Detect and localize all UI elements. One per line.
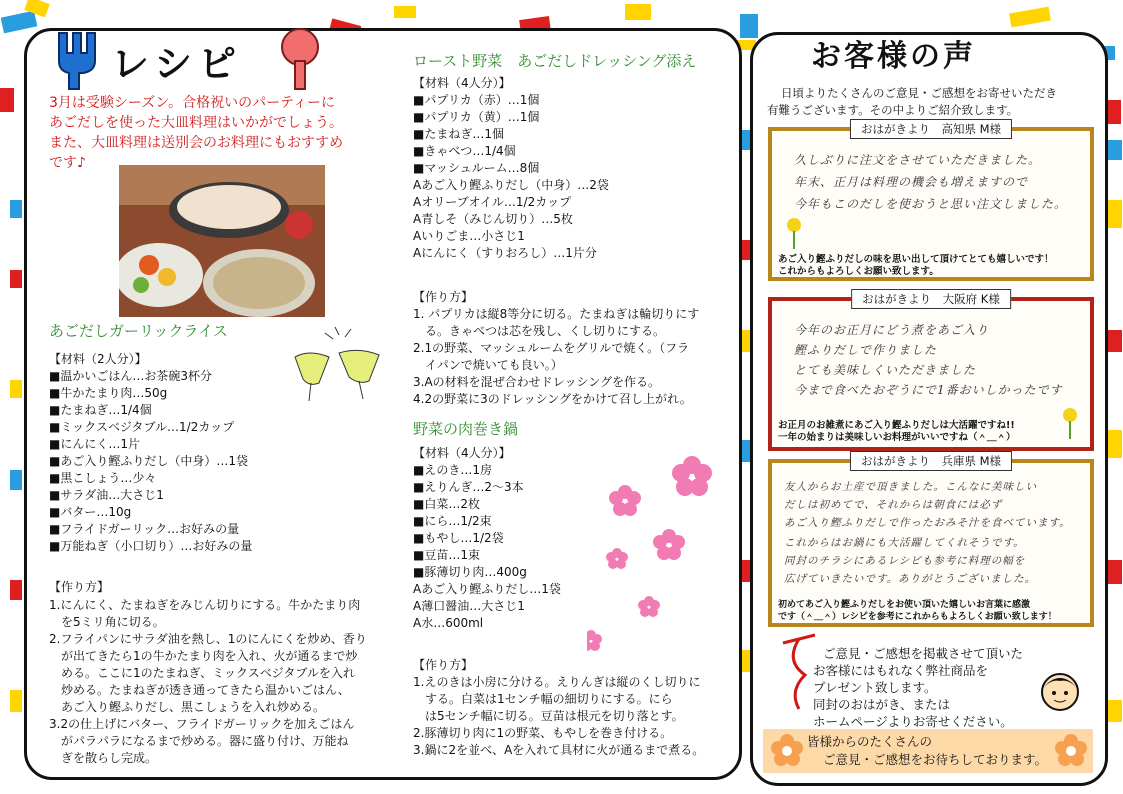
- garlic-rice-steps-title: 【作り方】: [49, 580, 110, 594]
- ingredient: ■黒こしょう…少々: [49, 471, 157, 485]
- present-line: プレゼント致します。: [813, 680, 937, 695]
- step: 3.Aの材料を混ぜ合わせドレッシングを作る。: [413, 375, 660, 389]
- step: 1. パプリカは縦8等分に切る。たまねぎは輪切りにす: [413, 307, 700, 321]
- step: 4.2の野菜に3のドレッシングをかけて召し上がれ。: [413, 392, 692, 406]
- closing-line: 皆様からのたくさんの: [807, 734, 933, 749]
- ingredient: ■パプリカ（黄）…1個: [413, 110, 540, 124]
- present-line: 同封のおはがき、または: [813, 697, 951, 712]
- ingredient: Aあご入り鰹ふりだし（中身）…2袋: [413, 178, 609, 192]
- ingredient: A水…600ml: [413, 616, 484, 630]
- fork-icon: [49, 27, 109, 93]
- handwritten-line: 今まで食べたおぞうにで1番おいしかったです: [794, 383, 1063, 397]
- garlic-rice-ingredients: [49, 368, 252, 555]
- ingredient: A薄口醤油…大さじ1: [413, 599, 525, 613]
- ingredient: Aにんにく（すりおろし）…1片分: [413, 246, 597, 260]
- intro-line: です♪: [49, 155, 86, 171]
- recipe-panel: [24, 28, 742, 780]
- ingredient: ■マッシュルーム…8個: [413, 161, 540, 175]
- ingredient: ■たまねぎ…1個: [413, 127, 504, 141]
- food-photo: [119, 165, 325, 317]
- step: 2.1の野菜、マッシュルームをグリルで焼く。（フラ: [413, 341, 690, 355]
- flower-icon: [1053, 733, 1089, 769]
- nabe-steps: [413, 674, 704, 759]
- postcard-title: おはがきより 大阪府 K様: [851, 289, 1011, 309]
- step: する。白菜は1センチ幅の細切りにする。にら: [413, 692, 673, 706]
- roast-veg-title: ロースト野菜 あごだしドレッシング添え: [413, 52, 697, 70]
- step: がパラパラになるまで炒める。器に盛り付け、万能ね: [49, 734, 349, 748]
- ingredient: ■きゃべつ…1/4個: [413, 144, 516, 158]
- voice-intro-line: 日頃よりたくさんのご意見・ご感想をお寄せいただき: [781, 86, 1057, 100]
- postcard-reply: これからもよろしくお願い致します。: [778, 266, 939, 277]
- handwritten-line: あご入り鰹ふりだしで作ったおみそ汁を食べています。: [784, 517, 1071, 529]
- ingredient: A青しそ（みじん切り）…5枚: [413, 212, 573, 226]
- postcard-reply: お正月のお雑煮にあご入り鰹ふりだしは大活躍ですね!!: [778, 420, 1015, 431]
- step: 1.にんにく、たまねぎをみじん切りにする。牛かたまり肉: [49, 598, 361, 612]
- ingredient: ■牛かたまり肉…50g: [49, 386, 168, 400]
- garlic-rice-title: あごだしガーリックライス: [49, 322, 228, 340]
- ingredient: ■もやし…1/2袋: [413, 531, 504, 545]
- postcard-reply: 一年の始まりは美味しいお料理がいいですね（＾＿＾）: [778, 432, 1016, 443]
- intro-text: [49, 93, 343, 173]
- handwritten-line: 同封のチラシにあるレシピも参考に料理の幅を: [784, 555, 1026, 567]
- postcard-title: おはがきより 兵庫県 M様: [850, 451, 1012, 471]
- customer-voice-panel: [750, 32, 1108, 786]
- recipe-logo: [49, 27, 329, 93]
- nabe-servings: 【材料（4人分）】: [413, 446, 511, 460]
- voice-intro: [767, 85, 1057, 119]
- voice-title: お客様の声: [811, 39, 976, 74]
- step: 3.2の仕上げにバター、フライドガーリックを加えごはん: [49, 717, 355, 731]
- step: る。きゃべつは芯を残し、くし切りにする。: [413, 324, 666, 338]
- present-text: [813, 645, 1023, 730]
- ingredient: ■えのき…1房: [413, 463, 492, 477]
- step: あご入り鰹ふりだし、黒こしょうを入れ炒める。: [49, 700, 326, 714]
- dandelion-icon: [782, 215, 812, 249]
- handwritten-line: 年末、正月は料理の機会も増えますので: [794, 175, 1029, 189]
- nabe-title: 野菜の肉巻き鍋: [413, 420, 519, 438]
- roast-veg-servings: 【材料（4人分）】: [413, 76, 511, 90]
- present-line: ご意見・ご感想を掲載させて頂いた: [823, 646, 1024, 661]
- roast-veg-steps: [413, 306, 699, 408]
- ingredient: ■豆苗…1束: [413, 548, 480, 562]
- step: は5センチ幅に切る。豆苗は根元を切り落とす。: [413, 709, 684, 723]
- ingredient: ■にら…1/2束: [413, 514, 492, 528]
- ingredient: Aオリーブオイル…1/2カップ: [413, 195, 572, 209]
- handwritten-line: 鰹ふりだしで作りました: [794, 343, 938, 357]
- ingredient: ■ミックスベジタブル…1/2カップ: [49, 420, 235, 434]
- present-line: ホームページよりお寄せください。: [813, 714, 1013, 729]
- closing-line: ご意見・ご感想をお待ちしております。: [823, 752, 1048, 767]
- step: 炒める。たまねぎが透き通ってきたら温かいごはん、: [49, 683, 350, 697]
- postcard-reply: あご入り鰹ふりだしの味を思い出して頂けてとても嬉しいです！: [778, 254, 1054, 265]
- intro-line: あごだしを使った大皿料理はいかがでしょう。: [49, 115, 343, 131]
- postcard-reply: です（＾＿＾）レシピを参考にこれからもよろしくお願い致します！: [778, 612, 1057, 622]
- face-icon: [1037, 667, 1083, 713]
- intro-line: また、大皿料理は送別会のお料理にもおすすめ: [49, 135, 344, 151]
- present-line: お客様にはもれなく弊社商品を: [813, 663, 989, 678]
- intro-line: 3月は受験シーズン。合格祝いのパーティーに: [49, 95, 335, 111]
- step: を5ミリ角に切る。: [49, 615, 165, 629]
- handwritten-line: 久しぶりに注文をさせていただきました。: [794, 153, 1042, 167]
- garlic-rice-steps: [49, 597, 367, 767]
- ingredient: Aあご入り鰹ふりだし…1袋: [413, 582, 561, 596]
- postcard-3: [768, 454, 1094, 627]
- nabe-ingredients: [413, 462, 561, 632]
- ingredient: ■温かいごはん…お茶碗3杯分: [49, 369, 212, 383]
- handwritten-line: 友人からお土産で頂きました。こんなに美味しい: [784, 481, 1037, 493]
- ingredient: ■万能ねぎ（小口切り）…お好みの量: [49, 539, 253, 553]
- voice-intro-line: 有難うございます。その中よりご紹介致します。: [767, 103, 1019, 117]
- ingredient: ■豚薄切り肉…400g: [413, 565, 527, 579]
- toast-glasses-icon: [289, 327, 389, 407]
- roast-veg-steps-title: 【作り方】: [413, 290, 474, 304]
- ingredient: ■えりんぎ…2～3本: [413, 480, 524, 494]
- ingredient: ■パプリカ（赤）…1個: [413, 93, 540, 107]
- step: 1.えのきは小房に分ける。えりんぎは縦のくし切りに: [413, 675, 701, 689]
- step: が出てきたら1の牛かたまり肉を入れ、火が通るまで炒: [49, 649, 358, 663]
- postcard-reply: 初めてあご入り鰹ふりだしをお使い頂いた嬉しいお言葉に感激: [778, 600, 1031, 610]
- step: 2.フライパンにサラダ油を熱し、1のにんにくを炒め、香り: [49, 632, 367, 646]
- ingredient: ■にんにく…1片: [49, 437, 140, 451]
- handwritten-line: 広げていきたいです。ありがとうございました。: [784, 573, 1037, 585]
- ingredient: ■あご入り鰹ふりだし（中身）…1袋: [49, 454, 248, 468]
- step: 3.鍋に2を並べ、Aを入れて具材に火が通るまで煮る。: [413, 743, 705, 757]
- closing-box: [763, 729, 1093, 773]
- handwritten-line: だしは初めてで、それからは朝食には必ず: [784, 499, 1003, 511]
- handwritten-line: 今年もこのだしを使おうと思い注文しました。: [794, 197, 1068, 211]
- ingredient: ■サラダ油…大さじ1: [49, 488, 164, 502]
- spoon-icon: [277, 27, 323, 93]
- flower-icon: [769, 733, 805, 769]
- nabe-steps-title: 【作り方】: [413, 658, 474, 672]
- ingredient: ■バター…10g: [49, 505, 132, 519]
- ingredient: ■白菜…2枚: [413, 497, 480, 511]
- ingredient: ■たまねぎ…1/4個: [49, 403, 152, 417]
- handwritten-line: とても美味しくいただきました: [794, 363, 977, 377]
- handwritten-line: 今年のお正月にどう煮をあご入り: [794, 323, 990, 337]
- handwritten-line: これからはお鍋にも大活躍してくれそうです。: [784, 537, 1025, 549]
- sakura-icon: [587, 449, 727, 659]
- dandelion-icon: [1058, 405, 1088, 439]
- step: イパンで焼いても良い。）: [413, 358, 563, 372]
- step: 2.豚薄切り肉に1の野菜、もやしを巻き付ける。: [413, 726, 673, 740]
- ingredient: ■フライドガーリック…お好みの量: [49, 522, 240, 536]
- step: める。ここに1のたまねぎ、ミックスベジタブルを入れ: [49, 666, 355, 680]
- postcard-2: [768, 292, 1094, 451]
- step: ぎを散らし完成。: [49, 751, 158, 765]
- ingredient: Aいりごま…小さじ1: [413, 229, 525, 243]
- roast-veg-ingredients: [413, 92, 609, 262]
- recipe-logo-text: レシピ: [111, 42, 243, 86]
- garlic-rice-servings: 【材料（2人分）】: [49, 352, 147, 366]
- postcard-1: [768, 122, 1094, 281]
- postcard-title: おはがきより 高知県 M様: [850, 119, 1012, 139]
